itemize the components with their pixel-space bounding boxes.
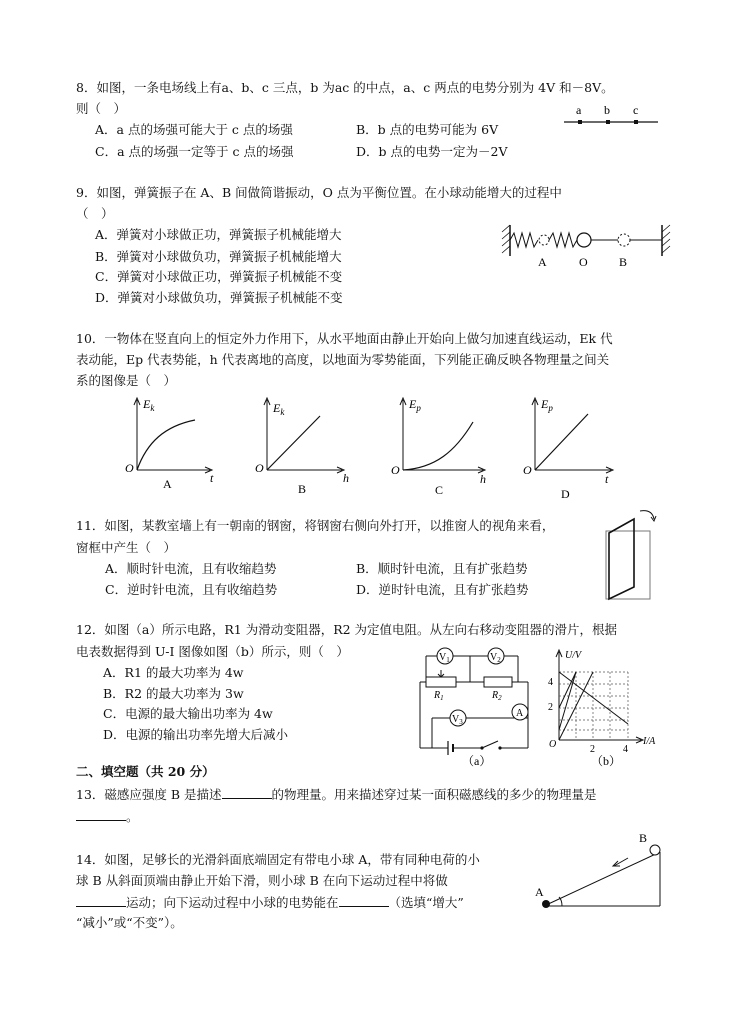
q9-option-b: B．弹簧对小球做负功，弹簧振子机械能增大 bbox=[95, 249, 342, 264]
svg-text:4: 4 bbox=[623, 744, 628, 755]
svg-text:4: 4 bbox=[548, 677, 553, 688]
svg-text:O: O bbox=[391, 463, 400, 477]
q11-stem-line2: 窗框中产生（ ） bbox=[76, 540, 177, 555]
q12-r1-label: $R_1$ bbox=[434, 690, 444, 702]
q11-window-figure bbox=[600, 505, 660, 605]
q12-ui-graph bbox=[545, 644, 667, 768]
q14-line2: 球 B 从斜面顶端由静止开始下滑，则小球 B 在向下运动过程中将做 bbox=[76, 873, 448, 888]
q12-stem-line2: 电表数据得到 U-I 图像如图（b）所示，则（ ） bbox=[76, 644, 349, 659]
q12-option-b: B．R2 的最大功率为 3w bbox=[103, 686, 244, 701]
q9-label-o: O bbox=[579, 255, 588, 269]
q8-field-line-figure bbox=[560, 100, 670, 132]
q12-ammeter-label: A bbox=[516, 708, 524, 719]
svg-text:A: A bbox=[163, 477, 172, 491]
svg-text:t: t bbox=[605, 472, 609, 486]
q10-graph-b bbox=[255, 398, 349, 496]
q12-stem-line1: 12．如图（a）所示电路，R1 为滑动变阻器，R2 为定值电阻。从左向右移动变阻器的滑片，根据 bbox=[76, 622, 618, 637]
q14-label-b: B bbox=[639, 831, 648, 845]
q9-option-c: C．弹簧对小球做正功，弹簧振子机械能不变 bbox=[95, 269, 343, 284]
svg-text:Ep: $E_p$ bbox=[541, 397, 553, 413]
q12-caption-b: （b） bbox=[591, 754, 622, 768]
q12-option-a: A．R1 的最大功率为 4w bbox=[103, 665, 244, 680]
q11-option-d: D．逆时针电流，且有扩张趋势 bbox=[356, 582, 529, 597]
q10-graph-a bbox=[125, 397, 214, 491]
q8-label-a: a bbox=[576, 103, 582, 117]
q8-stem-line1: 8．如图，一条电场线上有a、b、c 三点，b 为ac 的中点，a、c 两点的电势分别为 4V 和－8V。 bbox=[76, 80, 614, 95]
q11-stem-line1: 11．如图，某教室墙上有一朝南的钢窗，将钢窗右侧向外打开，以推窗人的视角来看， bbox=[76, 518, 555, 533]
q12-option-d: D．电源的输出功率先增大后减小 bbox=[103, 727, 289, 742]
q11-option-b: B．顺时针电流，且有扩张趋势 bbox=[356, 561, 528, 576]
q14-blank-1[interactable] bbox=[76, 894, 126, 907]
q8-option-a: A．a 点的场强可能大于 c 点的场强 bbox=[95, 122, 293, 137]
q12-circuit-figure bbox=[412, 644, 542, 768]
q9-label-a: A bbox=[538, 255, 547, 269]
q14-line3: 运动；向下运动过程中小球的电势能在 （选填“增大” bbox=[76, 894, 464, 911]
svg-text:Ek: $E_k$ bbox=[273, 401, 285, 417]
q8-label-b: b bbox=[604, 103, 610, 117]
svg-text:B: B bbox=[298, 482, 307, 496]
svg-text:2: 2 bbox=[590, 744, 595, 755]
q14-line1: 14．如图，足够长的光滑斜面底端固定有带电小球 A，带有同种电荷的小 bbox=[76, 852, 480, 867]
q8-option-d: D．b 点的电势一定为－2V bbox=[356, 144, 508, 159]
q13-line2: 。 bbox=[76, 808, 139, 825]
q8-label-c: c bbox=[633, 103, 639, 117]
q10-graph-d bbox=[523, 397, 613, 501]
q11-option-c: C．逆时针电流，且有收缩趋势 bbox=[105, 582, 278, 597]
svg-text:t: t bbox=[210, 471, 214, 485]
svg-text:Ep: $E_p$ bbox=[409, 397, 421, 413]
q10-graphs bbox=[115, 392, 625, 504]
q13-line1: 13．磁感应强度 B 是描述 的物理量。用来描述穿过某一面积磁感线的多少的物理量是 bbox=[76, 787, 597, 802]
q12-v1-label: $V_1$ bbox=[439, 652, 450, 664]
svg-text:2: 2 bbox=[548, 702, 553, 713]
q9-stem-line2: （ ） bbox=[76, 206, 114, 221]
q12-v2-label: $V_2$ bbox=[490, 652, 501, 664]
q10-graph-c bbox=[391, 397, 486, 497]
q12-v3-label: $V_3$ bbox=[452, 714, 463, 726]
q14-label-a: A bbox=[535, 885, 544, 899]
svg-text:h: h bbox=[480, 472, 486, 486]
svg-text:O: O bbox=[255, 461, 264, 475]
q10-stem-line3: 系的图像是（ ） bbox=[76, 373, 177, 388]
svg-text:D: D bbox=[561, 487, 570, 501]
q11-option-a: A．顺时针电流，且有收缩趋势 bbox=[105, 561, 277, 576]
q14-blank-2[interactable] bbox=[339, 894, 389, 907]
q10-stem-line1: 10．一物体在竖直向上的恒定外力作用下，从水平地面由静止开始向上做匀加速直线运动，Ek 代 bbox=[76, 331, 613, 346]
q8-option-c: C．a 点的场强一定等于 c 点的场强 bbox=[95, 144, 294, 159]
q12-caption-a: （a） bbox=[462, 754, 492, 768]
svg-text:C: C bbox=[435, 483, 444, 497]
svg-text:Ek: $E_k$ bbox=[143, 397, 155, 413]
q9-option-d: D．弹簧对小球做负功，弹簧振子机械能不变 bbox=[95, 290, 343, 305]
svg-text:O: O bbox=[125, 461, 134, 475]
q9-option-a: A．弹簧对小球做正功，弹簧振子机械能增大 bbox=[95, 227, 342, 242]
q14-line4: “减小”或“不变”）。 bbox=[76, 915, 183, 930]
q8-option-b: B．b 点的电势可能为 6V bbox=[356, 122, 499, 137]
section-2-title: 二、填空题（共 20 分） bbox=[76, 764, 215, 779]
q10-stem-line2: 表动能，Ep 代表势能，h 代表离地的高度，以地面为零势能面，下列能正确反映各物理量之间关 bbox=[76, 352, 610, 367]
q9-spring-oscillator-figure bbox=[500, 222, 672, 272]
q13-blank-2[interactable] bbox=[76, 808, 126, 821]
svg-text:h: h bbox=[343, 471, 349, 485]
q9-stem-line1: 9．如图，弹簧振子在 A、B 间做简谐振动，O 点为平衡位置。在小球动能增大的过程中 bbox=[76, 185, 562, 200]
q9-label-b: B bbox=[619, 255, 628, 269]
svg-text:O: O bbox=[523, 463, 532, 477]
q12-r2-label: $R_2$ bbox=[492, 690, 502, 702]
q12-i-axis-label: I/A bbox=[643, 736, 656, 747]
q8-stem-line2: 则（ ） bbox=[76, 101, 127, 116]
q12-u-axis-label: U/V bbox=[565, 650, 582, 661]
q14-incline-figure bbox=[532, 826, 667, 916]
q12-option-c: C．电源的最大输出功率为 4w bbox=[103, 706, 273, 721]
q13-blank-1[interactable] bbox=[222, 786, 272, 799]
svg-text:O: O bbox=[549, 739, 557, 750]
